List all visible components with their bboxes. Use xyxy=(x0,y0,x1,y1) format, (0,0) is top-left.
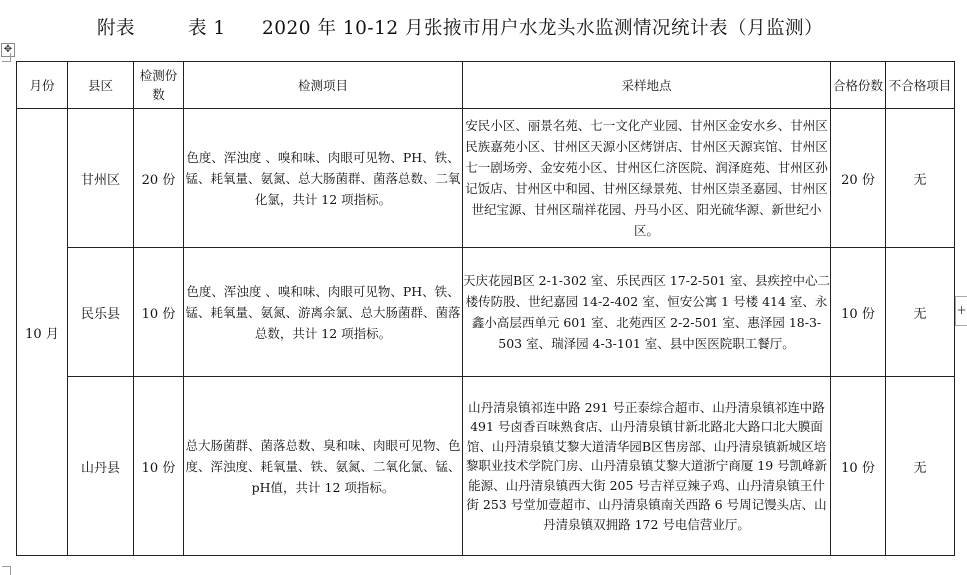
sample-count-cell: 10 份 xyxy=(134,248,184,377)
table-row-shandan xyxy=(17,377,955,556)
month-cell: 10 月 xyxy=(17,109,68,556)
page-corner-mark xyxy=(2,566,11,575)
unqualified-items-cell: 无 xyxy=(886,377,955,556)
monitoring-table xyxy=(16,61,955,556)
county-cell: 山丹县 xyxy=(68,377,134,556)
test-items-cell: 色度、浑浊度 、嗅和味、肉眼可见物、PH、铁、锰、耗氧量、氨氮、总大肠菌群、菌落总数、二氧化氯，共计 12 项指标。 xyxy=(184,109,463,248)
header-sample-count: 检测份数 xyxy=(134,62,184,109)
table-move-handle-icon[interactable]: ✥ xyxy=(1,43,15,57)
unqualified-items-cell: 无 xyxy=(886,109,955,248)
table-row-minle xyxy=(17,248,955,377)
table-header-row xyxy=(17,62,955,109)
header-month: 月份 xyxy=(17,62,68,109)
sampling-sites-cell: 山丹清泉镇祁连中路 291 号正泰综合超市、山丹清泉镇祁连中路 491 号卤香百味熟食店、山丹清泉镇甘新北路北大路口北大膜面馆、山丹清泉镇艾黎大道清华园B区售房部、山丹清泉镇新城区培黎职业技术学院门房、山丹清泉镇艾黎大道浙宁商厦 19 号凯峰新能源、山丹清泉镇西大街 205 号吉祥豆辣子鸡、山丹清泉镇王什街 253 号堂加壹超市、山丹清泉镇南关西路 6 号周记馒头店、山丹清泉镇双拥路 172 号电信营业厅。 xyxy=(463,377,831,556)
unqualified-items-cell: 无 xyxy=(886,248,955,377)
sampling-sites-cell: 安民小区、丽景名苑、七一文化产业园、甘州区金安水乡、甘州区民族嘉苑小区、甘州区天源小区烤饼店、甘州区天源宾馆、甘州区七一剧场旁、金安苑小区、甘州区仁济医院、润泽庭苑、甘州区孙记饭店、甘州区中和园、甘州区绿景苑、甘州区崇圣嘉园、甘州区世纪宝源、甘州区瑞祥花园、丹马小区、阳光硫华源、新世纪小区。 xyxy=(463,109,831,248)
title-text: 2020 年 10-12 月张掖市用户水龙头水监测情况统计表（月监测） xyxy=(262,18,824,39)
page-corner-mark xyxy=(2,53,11,62)
add-column-icon[interactable]: + xyxy=(955,296,967,326)
qualified-count-cell: 10 份 xyxy=(831,377,886,556)
document-title xyxy=(0,14,967,44)
header-qualified-count: 合格份数 xyxy=(831,62,886,109)
header-test-items: 检测项目 xyxy=(184,62,463,109)
test-items-cell: 总大肠菌群、菌落总数、臭和味、肉眼可见物、色度、浑浊度、耗氧量、铁、氨氮、二氧化氯、锰、pH值，共计 12 项指标。 xyxy=(184,377,463,556)
county-cell: 民乐县 xyxy=(68,248,134,377)
header-unqualified-items: 不合格项目 xyxy=(886,62,955,109)
county-cell: 甘州区 xyxy=(68,109,134,248)
qualified-count-cell: 10 份 xyxy=(831,248,886,377)
table-row-ganzhou xyxy=(17,109,955,248)
sample-count-cell: 10 份 xyxy=(134,377,184,556)
header-county: 县区 xyxy=(68,62,134,109)
test-items-cell: 色度、浑浊度 、嗅和味、肉眼可见物、PH、铁、锰、耗氧量、氨氮、游离余氯、总大肠菌群、菌落总数，共计 12 项指标。 xyxy=(184,248,463,377)
sampling-sites-cell: 天庆花园B区 2-1-302 室、乐民西区 17-2-501 室、县疾控中心二楼传防股、世纪嘉园 14-2-402 室、恒安公寓 1 号楼 414 室、永鑫小高层西单元 601 室、北苑西区 2-2-501 室、惠泽园 18-3-503 室、瑞泽园 4-3-101 室、县中医医院职工餐厅。 xyxy=(463,248,831,377)
qualified-count-cell: 20 份 xyxy=(831,109,886,248)
header-sampling-sites: 采样地点 xyxy=(463,62,831,109)
sample-count-cell: 20 份 xyxy=(134,109,184,248)
title-prefix: 附表 xyxy=(97,18,136,39)
title-table-number: 表 1 xyxy=(188,18,226,39)
